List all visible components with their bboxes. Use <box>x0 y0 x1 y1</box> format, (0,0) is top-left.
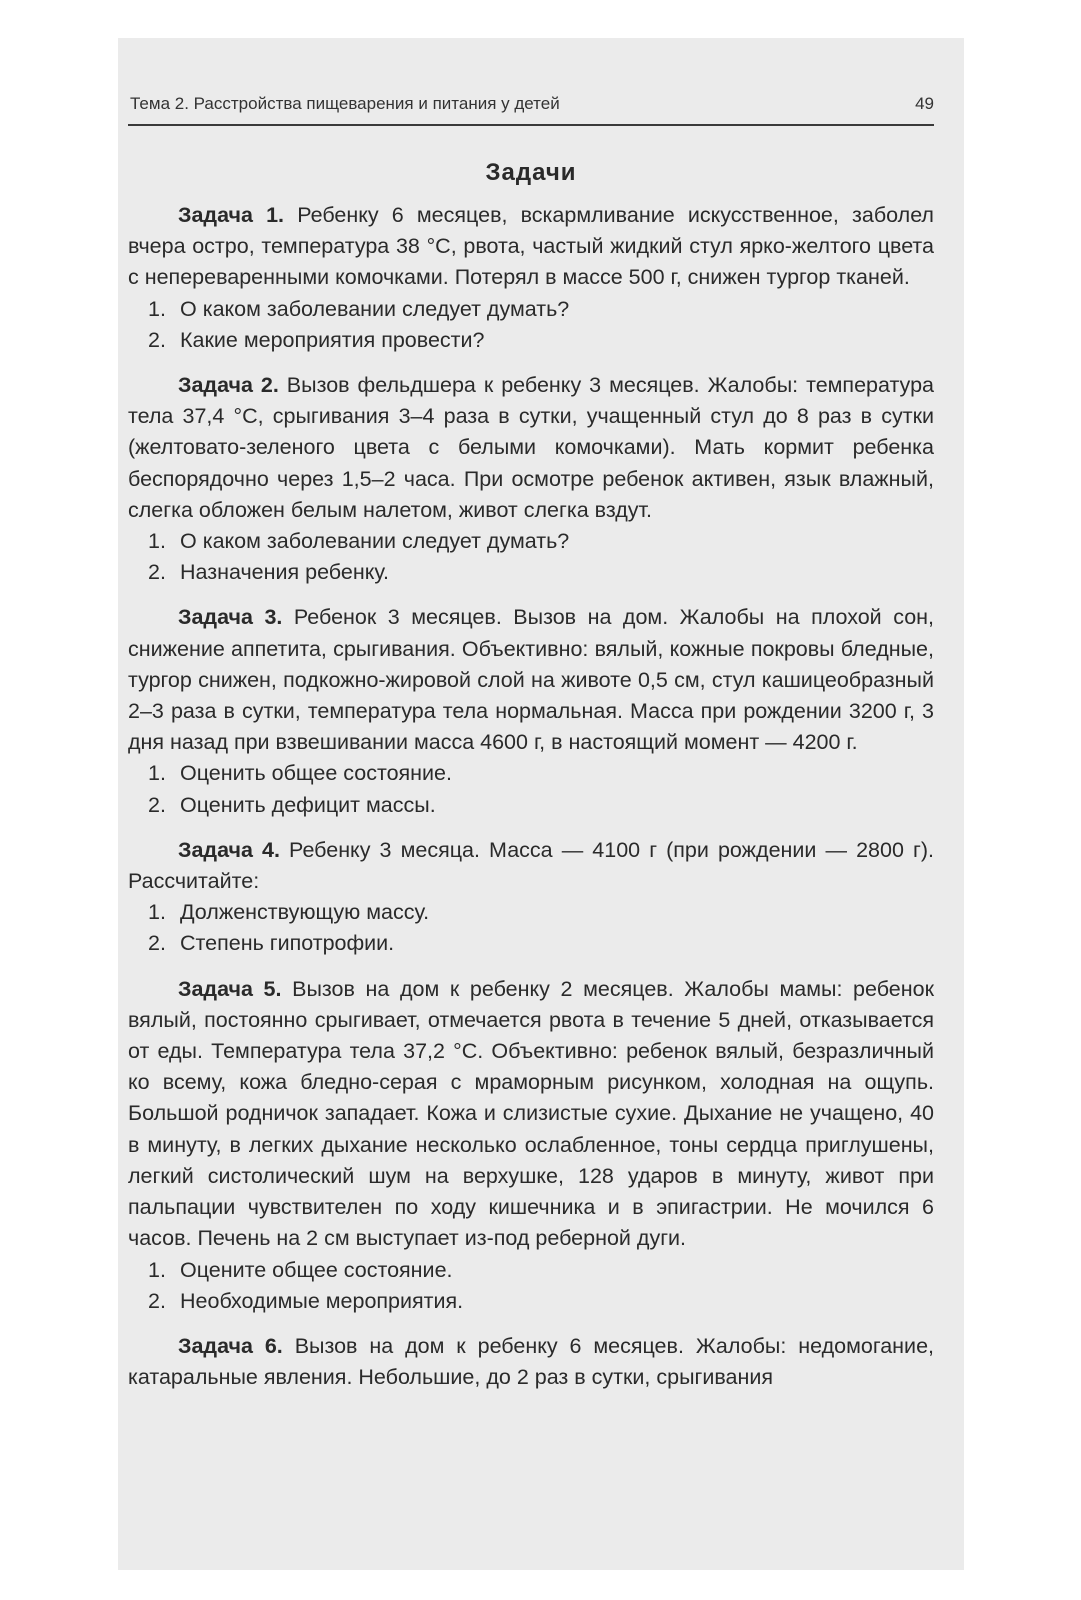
running-header <box>130 90 934 114</box>
question-number: 2. <box>148 327 166 352</box>
question-text: Оцените общее состояние. <box>180 1257 453 1282</box>
task-paragraph <box>128 974 934 1255</box>
question-list <box>128 294 934 356</box>
question-item <box>128 557 934 588</box>
task-label: Задача 5. <box>178 976 282 1001</box>
question-number: 2. <box>148 931 166 956</box>
question-item <box>128 526 934 557</box>
task-paragraph <box>128 835 934 897</box>
task-paragraph <box>128 370 934 526</box>
question-text: Долженствующую массу. <box>180 900 430 925</box>
page-content <box>128 156 934 1407</box>
question-text: Какие мероприятия провести? <box>180 327 485 352</box>
task-body: Вызов фельдшера к ребенку 3 месяцев. Жалобы: температура тела 37,4 °С, срыгивания 3–4 раза в сутки, учащенный стул до 8 раз в сутки (желтовато-зеленого цвета с белыми комочками). Мать кормит ребенка беспорядочно через 1,5–2 часа. При осмотре ребенок активен, язык влажный, слегка обложен белым налетом, живот слегка вздут. <box>128 373 934 522</box>
question-item <box>128 928 934 959</box>
page-number: 49 <box>915 94 934 113</box>
question-text: Оценить общее состояние. <box>180 761 452 786</box>
question-number: 1. <box>148 529 166 554</box>
question-item <box>128 758 934 789</box>
book-page <box>118 38 964 1570</box>
question-number: 1. <box>148 296 166 321</box>
question-list <box>128 897 934 959</box>
task-label: Задача 1. <box>178 203 285 227</box>
question-list <box>128 758 934 820</box>
question-text: Оценить дефицит массы. <box>180 792 436 817</box>
task-2 <box>128 370 934 588</box>
section-title: Задачи <box>485 159 577 186</box>
question-item <box>128 790 934 821</box>
task-label: Задача 4. <box>178 837 280 862</box>
task-label: Задача 2. <box>178 373 279 398</box>
question-text: О каком заболевании следует думать? <box>180 529 570 554</box>
task-1 <box>128 200 934 356</box>
task-body: Ребенку 6 месяцев, вскармливание искусственное, заболел вчера остро, температура 38 °С, рвота, частый жидкий стул ярко-желтого цвета с непереваренными комочками. Потерял в массе 500 г, снижен тургор тканей. <box>128 203 934 290</box>
question-text: Необходимые мероприятия. <box>180 1288 464 1313</box>
question-number: 1. <box>148 900 166 925</box>
question-number: 1. <box>148 761 166 786</box>
task-list <box>128 200 934 1393</box>
question-text: Степень гипотрофии. <box>180 931 395 956</box>
question-text: Назначения ребенку. <box>180 560 389 585</box>
header-title: Тема 2. Расстройства пищеварения и питания у детей <box>130 94 560 113</box>
task-5 <box>128 974 934 1317</box>
question-number: 2. <box>148 792 166 817</box>
header-rule <box>128 124 934 126</box>
question-text: О каком заболевании следует думать? <box>180 296 570 321</box>
task-body: Ребенок 3 месяцев. Вызов на дом. Жалобы на плохой сон, снижение аппетита, срыгивания. Объективно: вялый, кожные покровы бледные, тургор снижен, подкожно-жировой слой на животе 0,5 см, стул кашицеобразный 2–3 раза в сутки, температура тела нормальная. Масса при рождении 3200 г, 3 дня назад при взвешивании масса 4600 г, в настоящий момент — 4200 г. <box>128 605 934 755</box>
question-list <box>128 526 934 588</box>
task-body: Ребенку 3 месяца. Масса — 4100 г (при рождении — 2800 г). Рассчитайте: <box>128 837 934 894</box>
question-number: 2. <box>148 1288 166 1313</box>
task-4 <box>128 835 934 960</box>
task-body: Вызов на дом к ребенку 2 месяцев. Жалобы мамы: ребенок вялый, постоянно срыгивает, отмечается рвота в течение 5 дней, отказывается от еды. Температура тела 37,2 °С. Объективно: ребенок вялый, безразличный ко всему, кожа бледно-серая с мраморным рисунком, холодная на ощупь. Большой родничок западает. Кожа и слизистые сухие. Дыхание не учащено, 40 в минуту, в легких дыхание несколько ослабленное, тоны сердца приглушены, легкий систолический шум на верхушке, 128 ударов в минуту, живот при пальпации чувствителен по ходу кишечника и в эпигастрии. Не мочился 6 часов. Печень на 2 см выступает из-под реберной дуги. <box>128 976 934 1251</box>
question-item <box>128 1255 934 1286</box>
question-item <box>128 1286 934 1317</box>
task-6 <box>128 1331 934 1393</box>
task-paragraph <box>128 602 934 758</box>
question-item <box>128 325 934 356</box>
question-list <box>128 1255 934 1317</box>
task-body: Вызов на дом к ребенку 6 месяцев. Жалобы: недомогание, катаральные явления. Небольшие, до 2 раз в сутки, срыгивания <box>128 1333 934 1390</box>
task-paragraph <box>128 200 934 294</box>
task-3 <box>128 602 934 820</box>
task-label: Задача 3. <box>178 605 283 630</box>
question-number: 1. <box>148 1257 166 1282</box>
question-item <box>128 897 934 928</box>
task-label: Задача 6. <box>178 1333 283 1358</box>
task-paragraph <box>128 1331 934 1393</box>
question-item <box>128 294 934 325</box>
question-number: 2. <box>148 560 166 585</box>
